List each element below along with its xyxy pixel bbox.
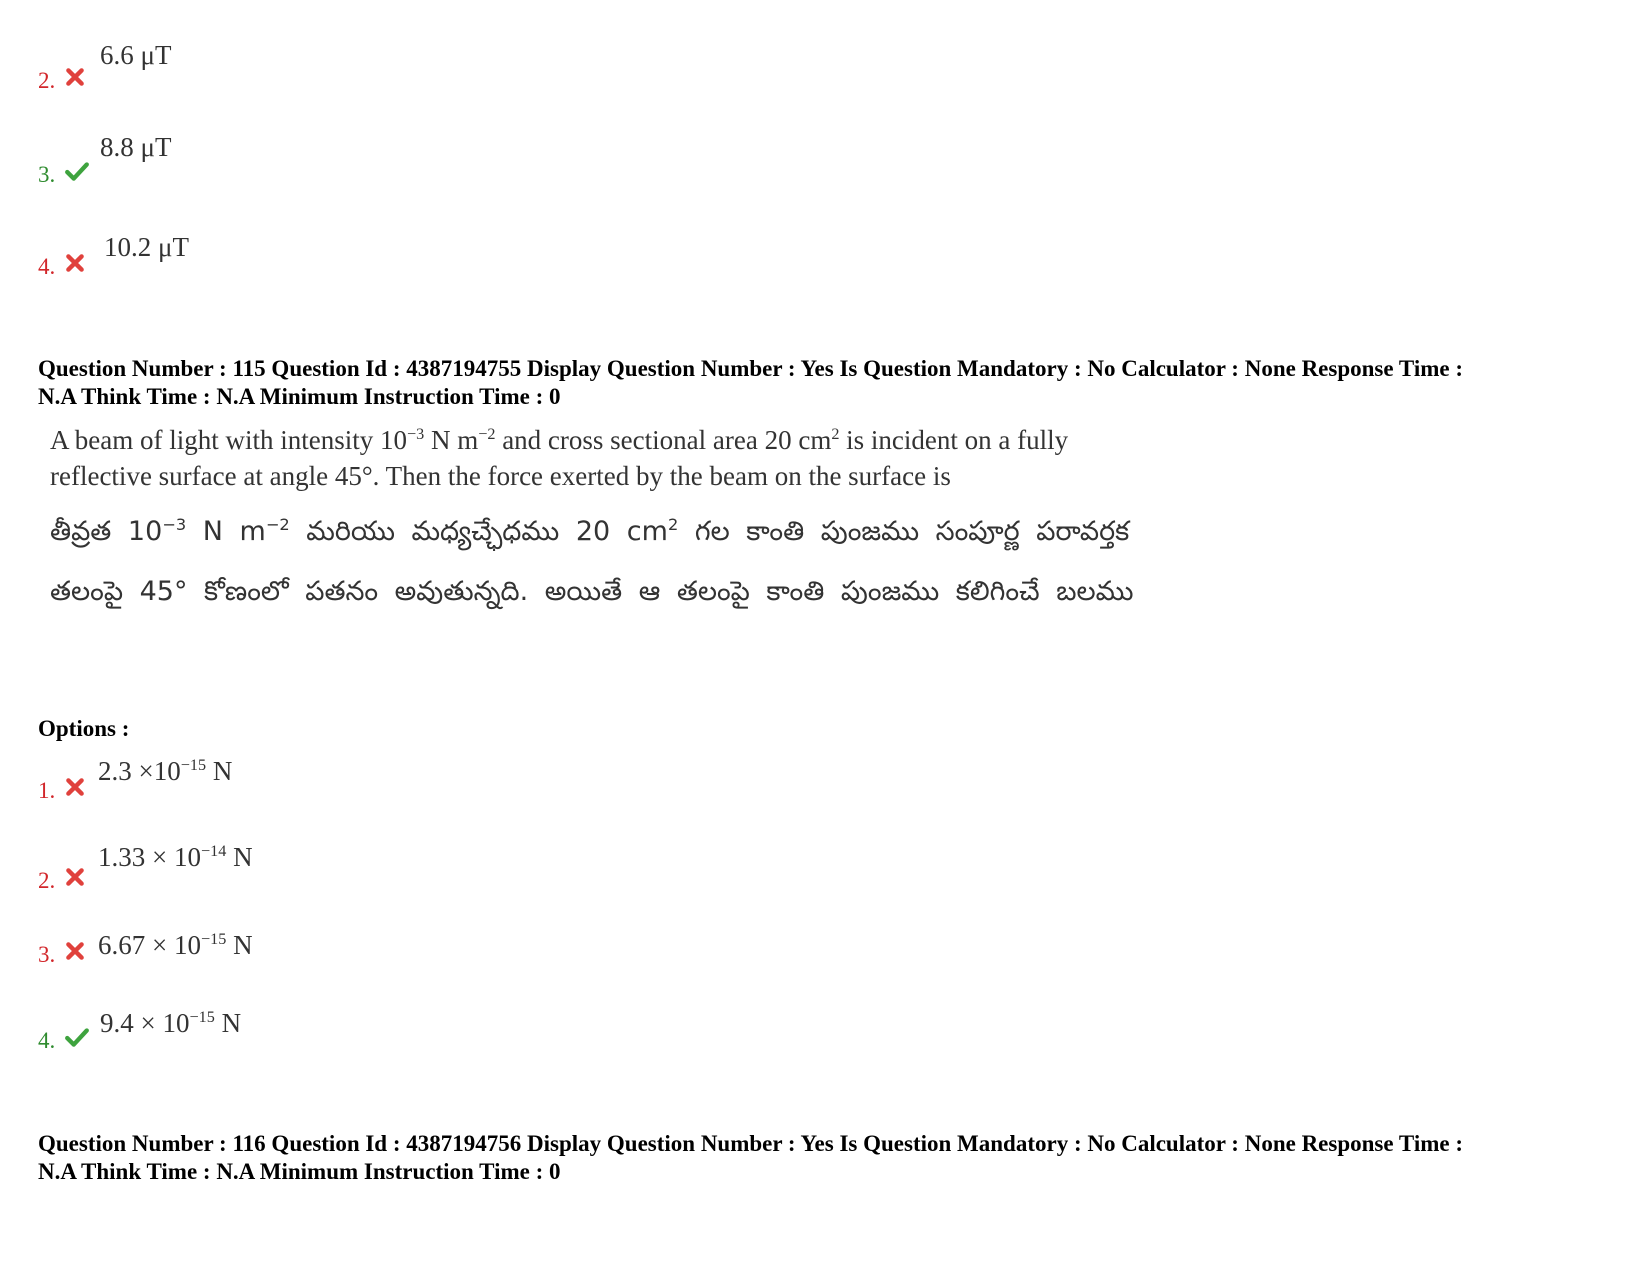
question-115-body bbox=[50, 422, 1150, 622]
cross-icon bbox=[64, 252, 86, 274]
option-text: $1.33 \times 10^{-14}$ N bbox=[98, 842, 253, 872]
header-line-2: N.A Think Time : N.A Minimum Instruction Time : 0 bbox=[38, 384, 561, 409]
option-number: 2. bbox=[38, 68, 56, 93]
header-line-1: Question Number : 115 Question Id : 4387194755 Display Question Number : Yes Is Question Mandatory : No Calculator : None Response Time : bbox=[38, 356, 1464, 381]
cross-icon bbox=[64, 66, 86, 88]
question-text-english: A beam of light with intensity $10^{-3}$ N $m^{-2}$ and cross sectional area 20 $cm^2$ is incident on a fully reflective surface at angle 45°. Then the force exerted by the beam on the surface is bbox=[50, 425, 1069, 491]
option-number: 1. bbox=[38, 778, 56, 803]
header-line-1: Question Number : 116 Question Id : 4387194756 Display Question Number : Yes Is Question Mandatory : No Calculator : None Response Time : bbox=[38, 1131, 1464, 1156]
option-text: 10.2 μT bbox=[104, 232, 189, 262]
option-text: 6.6 μT bbox=[100, 40, 172, 70]
check-icon bbox=[64, 160, 90, 182]
option-text: $9.4 \times 10^{-15}$ N bbox=[100, 1008, 242, 1038]
option-number: 3. bbox=[38, 942, 56, 967]
question-115-header bbox=[38, 355, 1618, 411]
cross-icon bbox=[64, 776, 86, 798]
option-number: 4. bbox=[38, 1028, 56, 1053]
option-number: 4. bbox=[38, 254, 56, 279]
question-text-telugu: తీవ్రత $10^{-3}$ N $m^{-2}$ మరియు మధ్యచ్ఛేధము 20 $cm^2$ గల కాంతి పుంజము సంపూర్ణ పరావర్తక తలంపై 45° కోణంలో పతనం అవుతున్నది. అయితే ఆ తలంపై కాంతి పుంజము కలిగించే బలము bbox=[50, 515, 1134, 607]
option-text: $6.67 \times 10^{-15}$ N bbox=[98, 930, 253, 960]
question-116-header bbox=[38, 1130, 1618, 1186]
check-icon bbox=[64, 1026, 90, 1048]
option-number: 3. bbox=[38, 162, 56, 187]
option-number: 2. bbox=[38, 868, 56, 893]
option-text: 8.8 μT bbox=[100, 132, 172, 162]
options-label: Options : bbox=[38, 716, 130, 741]
option-text: $2.3 \times 10^{-15}$ N bbox=[98, 756, 233, 786]
cross-icon bbox=[64, 940, 86, 962]
header-line-2: N.A Think Time : N.A Minimum Instruction Time : 0 bbox=[38, 1159, 561, 1184]
cross-icon bbox=[64, 866, 86, 888]
